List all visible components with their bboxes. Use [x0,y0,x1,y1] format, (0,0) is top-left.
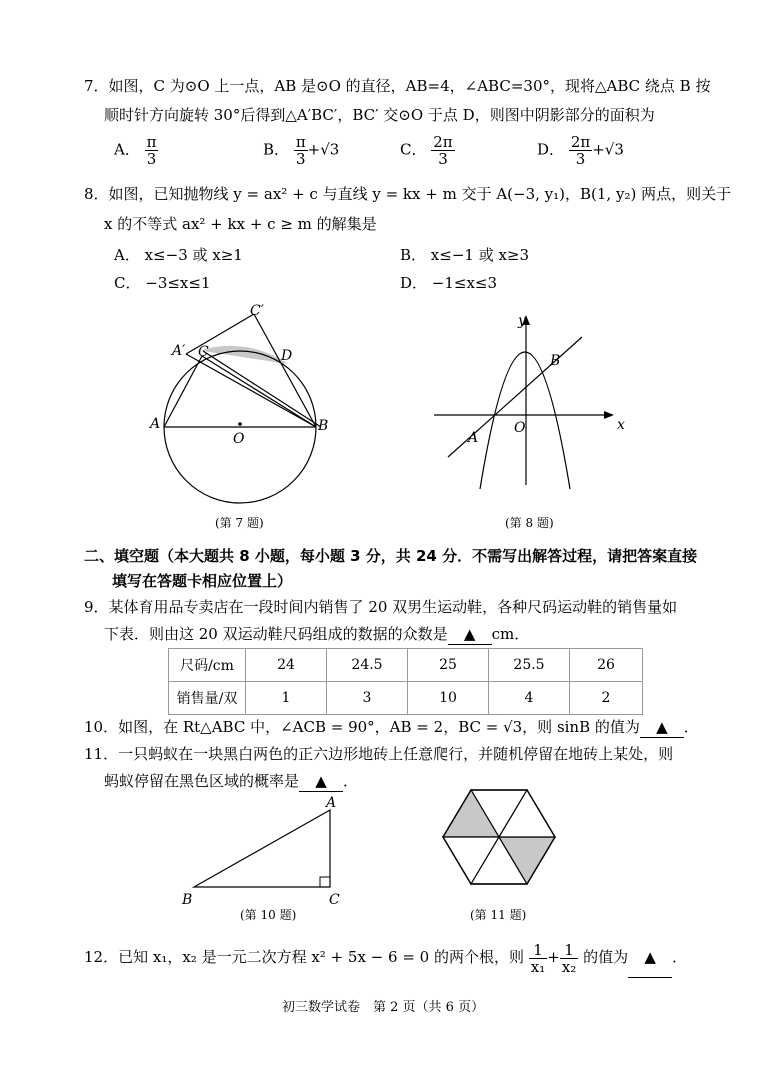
figure-10 [176,792,356,907]
figure-11 [437,784,567,894]
fig10-caption: (第 10 题) [240,908,297,922]
fig7-caption: (第 7 题) [215,516,264,530]
q12-line: 12．已知 x₁，x₂ 是一元二次方程 x² + 5x − 6 = 0 的两个根，则 $\frac{1}{\text{x₁}}$ + $\frac{1}{\text{x₂}}$ 的值为 ▲ ． [84,937,687,978]
fig8-caption: (第 8 题) [505,516,554,530]
q7-option-b: B． $\frac{\pi}{3}$ +√3 [263,133,340,168]
fig7-label-a-prime: A′ [172,343,186,359]
q7-line1: 7．如图，C 为⊙O 上一点，AB 是⊙O 的直径，AB=4，∠ABC=30°，现将△ABC 绕点 B 按 [84,77,711,95]
q10-answer-blank: ▲ [640,717,684,738]
fig11-caption: (第 11 题) [470,908,527,922]
q8-option-a: A． x≤−3 或 x≥1 [114,246,243,264]
q9-answer-blank: ▲ [448,624,492,645]
q11-answer-blank: ▲ [299,771,343,792]
shoe-size-table [168,648,643,715]
q7-line2: 顺时针方向旋转 30°后得到△A′BC′，BC′ 交⊙O 于点 D，则图中阴影部分的面积为 [104,106,655,124]
figure-7 [140,298,340,508]
q11-line1: 11．一只蚂蚁在一块黑白两色的正六边形地砖上任意爬行，并随机停留在地砖上某处，则 [84,745,674,763]
fig8-label-b: B [550,353,561,369]
figure-8 [430,305,640,495]
q11-line2: 蚂蚁停留在黑色区域的概率是 ▲ ． [104,772,359,790]
fig10-label-a: A [326,795,337,811]
fig10-label-c: C [329,892,340,907]
fig8-label-y: y [518,313,526,329]
q7-option-c: C． $\frac{2\pi}{3}$ [400,133,453,168]
q8-option-d: D． −1≤x≤3 [400,274,498,292]
q10-line: 10．如图，在 Rt△ABC 中，∠ACB = 90°，AB = 2，BC = √3，则 sinB 的值为 ▲ ． [84,718,699,736]
fig7-label-c: C [198,344,209,360]
table-row: 尺码/cm 24 24.5 25 25.5 26 [169,649,643,682]
q9-line1: 9．某体育用品专卖店在一段时间内销售了 20 双男生运动鞋，各种尺码运动鞋的销售量如 [84,598,678,616]
fig7-label-b: B [318,418,329,434]
q8-line2: x 的不等式 ax² + kx + c ≥ m 的解集是 [104,215,377,233]
fig7-label-a: A [150,416,161,432]
q8-option-b: B． x≤−1 或 x≥3 [400,246,530,264]
fig10-label-b: B [182,892,193,907]
fig8-label-x: x [617,417,625,433]
q8-option-c: C． −3≤x≤1 [114,274,211,292]
section2-heading-line1: 二、填空题（本大题共 8 小题，每小题 3 分，共 24 分．不需写出解答过程，请把答案直接 [84,547,698,565]
q8-line1: 8．如图，已知抛物线 y = ax² + c 与直线 y = kx + m 交于 A(−3, y₁)，B(1, y₂) 两点，则关于 [84,185,732,203]
fig7-label-d: D [281,348,293,364]
table-row: 销售量/双 1 3 10 4 2 [169,682,643,715]
page-footer: 初三数学试卷 第 2 页（共 6 页） [282,1000,485,1015]
q7-option-a: A． $\frac{\pi}{3}$ [114,133,157,168]
q12-answer-blank: ▲ [628,937,672,978]
fig8-label-a: A [468,430,479,446]
fig7-label-c-prime: C′ [250,303,264,319]
q9-line2: 下表．则由这 20 双运动鞋尺码组成的数据的众数是 ▲ cm． [104,625,530,643]
fig7-label-o: O [233,431,245,447]
q7-option-d: D． $\frac{2\pi}{3}$ +√3 [537,133,624,168]
section2-heading-line2: 填写在答题卡相应位置上） [112,572,293,590]
fig8-label-o: O [514,420,526,436]
